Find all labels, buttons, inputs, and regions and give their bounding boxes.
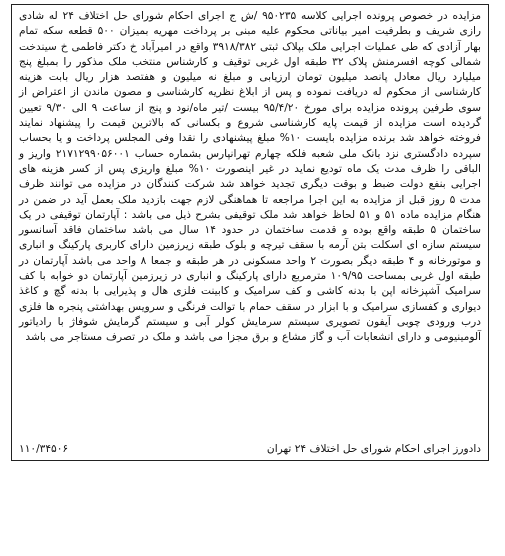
notice-code: ۱۱۰/۳۴۵۰۶	[19, 443, 69, 455]
notice-signature: دادورز اجرای احکام شورای حل اختلاف ۲۴ تهران	[266, 443, 481, 455]
auction-notice	[11, 4, 489, 461]
notice-body-text: مزایده در خصوص پرونده اجرایی کلاسه ۹۵۰۲۳۵ /ش ج اجرای احکام شورای حل اختلاف ۲۴ له شادی رازی شریف و بطرفیت امیر بیاناتی محکوم علیه مبنی بر پرداخت مهریه بمیزان ۵۰۰ قطعه سکه تمام بهار آزادی که طی عملیات اجرایی ملک بپلاک ثبتی ۳۹۱۸/۳۸۲ واقع در امیرآباد خ دکتر فاطمی خ سیندخت شمالی کوچه افسرمنش پلاک ۳۲ طبقه اول غربی توقیف و کارشناس منتخب ملک مذکور را بمبلغ پنج میلیارد ریال معادل پانصد میلیون تومان ارزیابی و مبلغ نه میلیون و هفتصد هزار ریال بابت هزینه کارشناسی از محکوم له دریافت نموده و پس از ابلاغ نظریه کارشناسی و مصون ماندن از اعتراض از سوی طرفین پرونده مزایده برای مورخ ۹۵/۴/۲۰ بیست /تیر ماه/نود و پنج از ساعت ۹ الی ۹/۳۰ تعیین گردیده است مزایده از قیمت پایه کارشناسی شروع و بکسانی که بالاترین قیمت را پیشنهاد نمایند فروخته خواهد شد برنده مزایده بایست ۱۰% مبلغ پیشنهادی را نقدا وفی المجلس پرداخت و یا بحساب سپرده دادگستری نزد بانک ملی شعبه فلکه چهارم تهرانپارس بشماره حساب ۲۱۷۱۲۹۹۰۵۶۰۰۱ واریز و الباقی را ظرف مدت یک ماه تودیع نماید در غیر اینصورت ۱۰% مبلغ واریزی پس از کسر هزینه های اجرایی بنفع دولت ضبط و بوقت دیگری تجدید خواهد شد شرکت کنندگان در مزایده می توانند ظرف مدت ۵ روز قبل از مزایده به این اجرا مراجعه تا هماهنگی لازم جهت بازدید ملک بعمل آید در ضمن در هنگام مزایده ماده ۵۱ و ۵۱ لحاظ خواهد شد ملک توقیفی بشرح ذیل می باشد : آپارتمان توقیفی در یک ساختمان ۵ طبقه واقع بوده و قدمت ساختمان در حدود ۱۴ سال می باشد ساختمان فاقد آسانسور سیستم سازه ای اسکلت بتن آرمه با سقف تیرچه و بلوک طبقه زیرزمین دارای کاربری پارکینگ و انباری و موتورخانه و ۴ طبقه دیگر بصورت ۲ واحد مسکونی در هر طبقه و جمعا ۸ واحد می باشد آپارتمان در طبقه اول غربی بمساحت ۱۰۹/۹۵ مترمربع دارای پارکینگ و انباری در زیرزمین آپارتمان دو خوابه با کف سرامیک آشپزخانه اپن با بدنه کاشی و کف سرامیک و کابینت فلزی هال و پذیرایی با بدنه گچ و کاغذ دیواری و کفسازی سرامیک و با ابزار در سقف حمام با توالت فرنگی و سرویس بهداشتی پنجره ها فلزی درب ورودی چوبی آیفون تصویری سیستم سرمایش کولر آبی و سیستم گرمایش شوفاژ با رادیاتور آلومینیومی و دارای انشعابات آب و گاز مشاع و برق مجزا می باشد و ملک در تصرف مستاجر می باشد	[19, 10, 482, 344]
notice-footer	[19, 442, 481, 457]
